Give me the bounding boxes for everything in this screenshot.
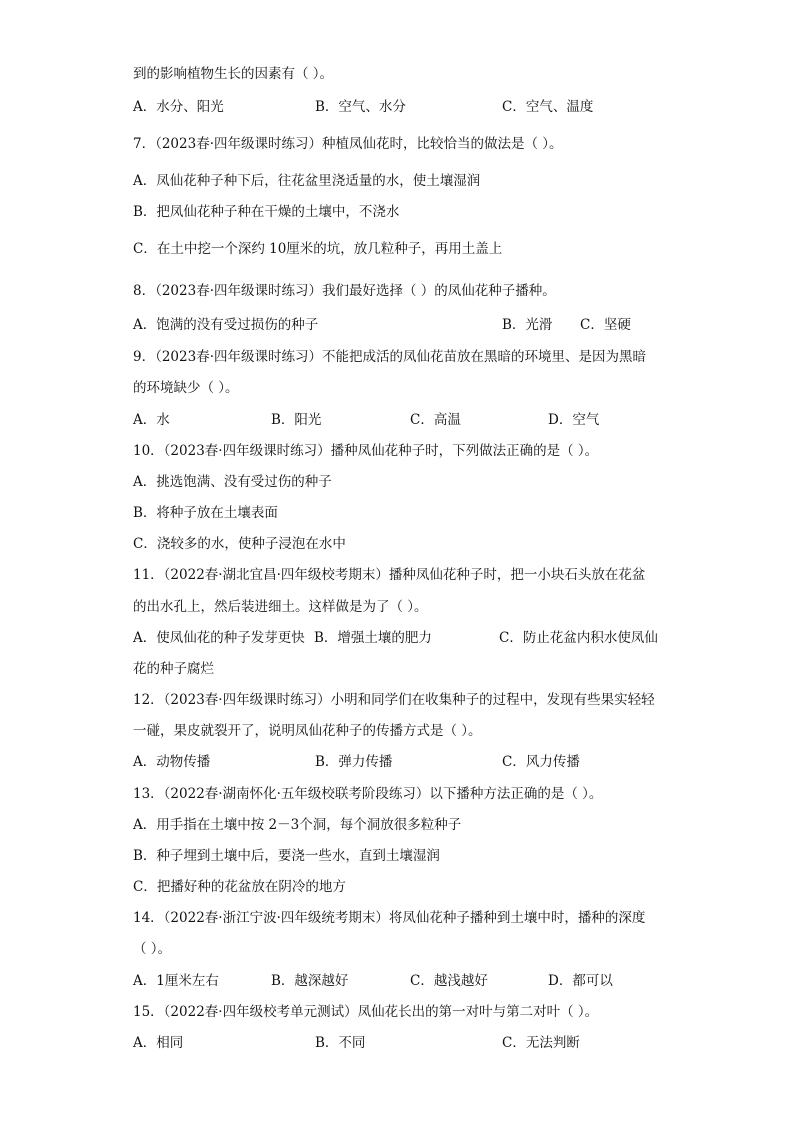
option-a: A．动物传播 [133, 754, 211, 770]
option-a: A．水 [133, 412, 170, 428]
option-c: C．高温 [410, 412, 461, 428]
option-c: C．防止花盆内积水使凤仙 [499, 630, 658, 646]
question-text: 14．（2022春·浙江宁波·四年级统考期末）将凤仙花种子播种到土壤中时，播种的深度 [133, 910, 646, 926]
question-text: 10．（2023春·四年级课时练习）播种凤仙花种子时，下列做法正确的是（ ）。 [133, 443, 599, 459]
option-c: C．空气、温度 [502, 99, 594, 115]
option-d: D．都可以 [548, 973, 613, 989]
option-a: A．相同 [133, 1035, 184, 1051]
option-b: B．把凤仙花种子种在干燥的土壤中，不浇水 [133, 204, 400, 220]
option-c: C．无法判断 [502, 1035, 580, 1051]
question-text: 7．（2023春·四年级课时练习）种植凤仙花时，比较恰当的做法是（ ）。 [133, 136, 563, 152]
question-text: 到的影响植物生长的因素有（ ）。 [133, 66, 334, 82]
option-b: B．弹力传播 [315, 754, 393, 770]
option-a: A．挑选饱满、没有受过伤的种子 [133, 474, 332, 490]
option-c-continuation: 花的种子腐烂 [133, 661, 214, 677]
option-b: B．阳光 [271, 412, 322, 428]
question-text: 一碰，果皮就裂开了，说明凤仙花种子的传播方式是（ ）。 [133, 723, 482, 739]
option-b: B．将种子放在土壤表面 [133, 505, 278, 521]
question-text: 的环境缺少（ ）。 [133, 380, 239, 396]
question-text: 12．（2023春·四年级课时练习）小明和同学们在收集种子的过程中，发现有些果实轻轻 [133, 692, 655, 708]
option-b: B．光滑 [502, 317, 553, 333]
option-c: C．坚硬 [580, 317, 631, 333]
option-a: A．饱满的没有受过损伤的种子 [133, 317, 319, 333]
option-d: D．空气 [548, 412, 600, 428]
option-b: B．不同 [315, 1035, 366, 1051]
option-b: B．增强土壤的肥力 [314, 630, 432, 646]
option-a: A．使凤仙花的种子发芽更快 [133, 630, 305, 646]
question-text: 13．（2022春·湖南怀化·五年级校联考阶段练习）以下播种方法正确的是（ ）。 [133, 786, 603, 802]
option-c: C．把播好种的花盆放在阴冷的地方 [133, 879, 346, 895]
option-a: A．用手指在土壤中按 2－3个洞，每个洞放很多粒种子 [133, 817, 462, 833]
option-b: B．越深越好 [271, 973, 349, 989]
option-b: B．种子埋到土壤中后，要浇一些水，直到土壤湿润 [133, 848, 440, 864]
question-text: 的出水孔上，然后装进细土。这样做是为了（ ）。 [133, 599, 428, 615]
option-a: A．1厘米左右 [133, 973, 219, 989]
option-c: C．浇较多的水，使种子浸泡在水中 [133, 536, 346, 552]
option-a: A．水分、阳光 [133, 99, 224, 115]
question-text: （ ）。 [133, 941, 172, 957]
option-c: C．在土中挖一个深约 10厘米的坑，放几粒种子，再用土盖上 [133, 241, 503, 257]
question-text: 8．（2023春·四年级课时练习）我们最好选择（ ）的凤仙花种子播种。 [133, 283, 556, 299]
question-text: 11．（2022春·湖北宜昌·四年级校考期末）播种凤仙花种子时，把一小块石头放在花盆 [133, 567, 646, 583]
question-text: 15．（2022春·四年级校考单元测试）凤仙花长出的第一对叶与第二对叶（ ）。 [133, 1004, 599, 1020]
option-a: A．凤仙花种子种下后，往花盆里浇适量的水，使土壤湿润 [133, 173, 481, 189]
question-text: 9．（2023春·四年级课时练习）不能把成活的凤仙花苗放在黑暗的环境里、是因为黑暗 [133, 349, 646, 365]
option-c: C．风力传播 [502, 754, 580, 770]
option-c: C．越浅越好 [410, 973, 488, 989]
option-b: B．空气、水分 [315, 99, 406, 115]
